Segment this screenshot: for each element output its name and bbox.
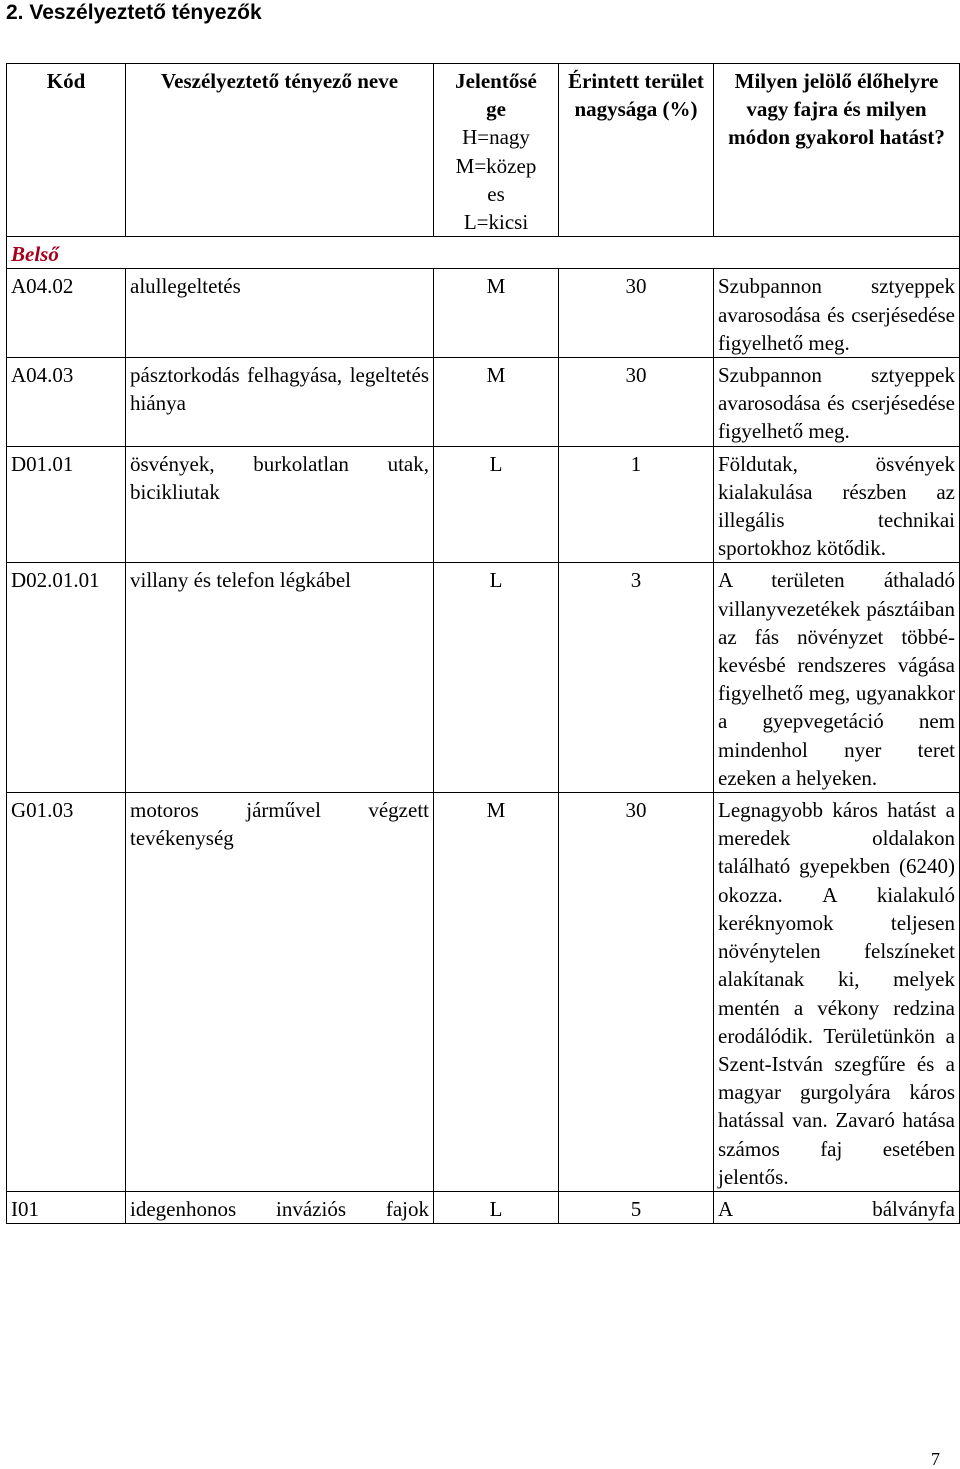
group-label: Belső [7,237,960,269]
row-area: 30 [559,793,714,1192]
group-row [7,237,960,269]
row-effect: Szubpannon sztyeppek avarosodása és cserjésedése figyelhető meg. [714,358,960,447]
header-significance [434,64,559,237]
header-area: Érintett terület nagysága (%) [559,64,714,237]
row-area: 5 [559,1191,714,1223]
table-row [7,563,960,793]
table-row [7,1191,960,1223]
row-code: I01 [7,1191,126,1223]
row-name: villany és telefon légkábel [126,563,434,793]
table-row [7,269,960,358]
row-area: 30 [559,358,714,447]
table-row [7,358,960,447]
row-effect: Földutak, ösvények kialakulása részben az illegális technikai sportokhoz kötődik. [714,446,960,563]
header-name: Veszélyeztető tényező neve [126,64,434,237]
threat-factors-table [6,63,960,1224]
section-title: 2. Veszélyeztető tényezők [6,1,262,24]
row-area: 3 [559,563,714,793]
row-code: A04.03 [7,358,126,447]
row-effect: Legnagyobb káros hatást a meredek oldalakon található gyepekben (6240) okozza. A kialakuló keréknyomok teljesen növénytelen felszíneket alakítanak ki, melyek mentén a vékony redzina erodálódik. Területünkön a Szent-István szegfűre és a magyar gurgolyára káros hatással van. Zavaró hatása számos faj esetében jelentős. [714,793,960,1192]
row-name: pásztorkodás felhagyása, legeltetés hiánya [126,358,434,447]
row-significance: M [434,793,559,1192]
header-significance-line: ge [486,97,506,122]
header-significance-line: L=kicsi [463,210,529,235]
page-number: 7 [931,1449,940,1469]
row-area: 1 [559,446,714,563]
row-significance: L [434,1191,559,1223]
row-significance: M [434,269,559,358]
header-significance-line: es [487,181,505,206]
row-significance: L [434,446,559,563]
header-code: Kód [7,64,126,237]
row-name: idegenhonos inváziós fajok [126,1191,434,1223]
header-effect: Milyen jelölő élőhelyre vagy fajra és milyen módon gyakorol hatást? [714,64,960,237]
row-effect: A bálványfa [714,1191,960,1223]
row-effect: Szubpannon sztyeppek avarosodása és cserjésedése figyelhető meg. [714,269,960,358]
row-effect: A területen áthaladó villanyvezetékek pásztáiban az fás növényzet többé-kevésbé rendszeres vágása figyelhető meg, ugyanakkor a gyepvegetáció nem mindenhol nyer teret ezeken a helyeken. [714,563,960,793]
row-area: 30 [559,269,714,358]
row-significance: M [434,358,559,447]
row-name: motoros járművel végzett tevékenység [126,793,434,1192]
table-row [7,793,960,1192]
table-header-row [7,64,960,237]
row-name: alullegeltetés [126,269,434,358]
row-significance: L [434,563,559,793]
row-code: D01.01 [7,446,126,563]
header-significance-line: M=közep [455,153,537,178]
row-code: D02.01.01 [7,563,126,793]
row-code: G01.03 [7,793,126,1192]
row-code: A04.02 [7,269,126,358]
header-significance-line: H=nagy [462,125,530,150]
header-significance-line: Jelentősé [455,69,537,93]
row-name: ösvények, burkolatlan utak, bicikliutak [126,446,434,563]
table-row [7,446,960,563]
